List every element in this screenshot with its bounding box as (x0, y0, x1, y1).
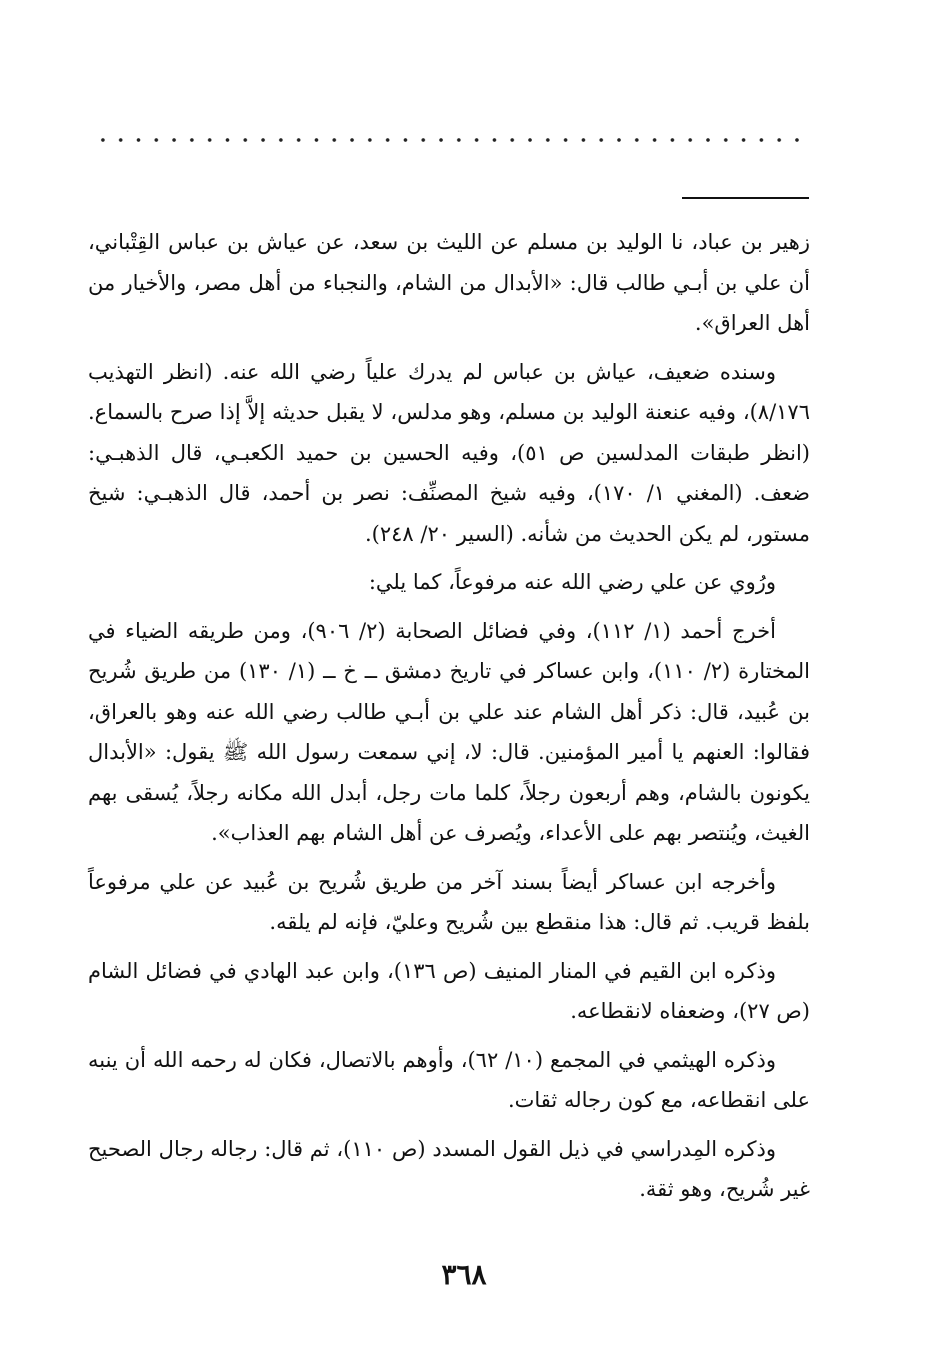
paragraph-1: زهير بن عباد، نا الوليد بن مسلم عن الليث بن سعد، عن عياش بن عباس القِتْباني، أن علي بن أبـي طالب قال: «الأبدال من الشام، والنجباء من أهل مصر، والأخيار من أهل العراق». (88, 230, 810, 335)
paragraph-5: وأخرجه ابن عساكر أيضاً بسند آخر من طريق شُريح بن عُبيد عن علي مرفوعاً بلفظ قريب. ثم قال: هذا منقطع بين شُريح وعليّ، فإنه لم يلقه. (88, 869, 810, 934)
paragraph-3: ورُوي عن علي رضي الله عنه مرفوعاً، كما يلي: (368, 570, 776, 594)
paragraph-4: أخرج أحمد (١/ ١١٢)، وفي فضائل الصحابة (٢/ ٩٠٦)، ومن طريقه الضياء في المختارة (٢/ ١١٠)، وابن عساكر في تاريخ دمشق ــ خ ــ (١/ ١٣٠) من طريق شُريح بن عُبيد، قال: ذكر أهل الشام عند علي بن أبـي طالب رضي الله عنه وهو بالعراق، فقالوا: العنهم يا أمير المؤمنين. قال: لا، إني سمعت رسول الله ﷺ يقول: «الأبدال يكونون بالشام، وهم أربعون رجلاً، كلما مات رجل، أبدل الله مكانه رجلاً، يُسقى بهم الغيث، ويُنتصر بهم على الأعداء، ويُصرف عن أهل الشام بهم العذاب». (88, 618, 810, 845)
paragraph-6: وذكره ابن القيم في المنار المنيف (ص ١٣٦)، وابن عبد الهادي في فضائل الشام (ص ٢٧)، وضعفاه لانقطاعه. (88, 958, 810, 1023)
header-dotted-rule (94, 134, 810, 146)
paragraph-8: وذكره المِدراسي في ذيل القول المسدد (ص ١١٠)، ثم قال: رجاله رجال الصحيح غير شُريح، وهو ثقة. (88, 1136, 810, 1201)
page-body (88, 222, 810, 1218)
paragraph-7: وذكره الهيثمي في المجمع (١٠/ ٦٢)، وأوهم بالاتصال، فكان له رحمه الله أن ينبه على انقطاعه، مع كون رجاله ثقات. (88, 1047, 810, 1112)
footnote-separator (682, 197, 809, 199)
page-number: ٣٦٨ (441, 1258, 487, 1291)
paragraph-2: وسنده ضعيف، عياش بن عباس لم يدرك علياً رضي الله عنه. (انظر التهذيب ٨/١٧٦)، وفيه عنعنة الوليد بن مسلم، وهو مدلس، لا يقبل حديثه إلاَّ إذا صرح بالسماع. (انظر طبقات المدلسين ص ٥١)، وفيه الحسين بن حميد الكعبـي، قال الذهبـي: ضعف. (المغني ١/ ١٧٠)، وفيه شيخ المصنِّف: نصر بن أحمد، قال الذهبـي: شيخ مستور، لم يكن الحديث من شأنه. (السير ٢٠/ ٢٤٨). (88, 359, 811, 546)
